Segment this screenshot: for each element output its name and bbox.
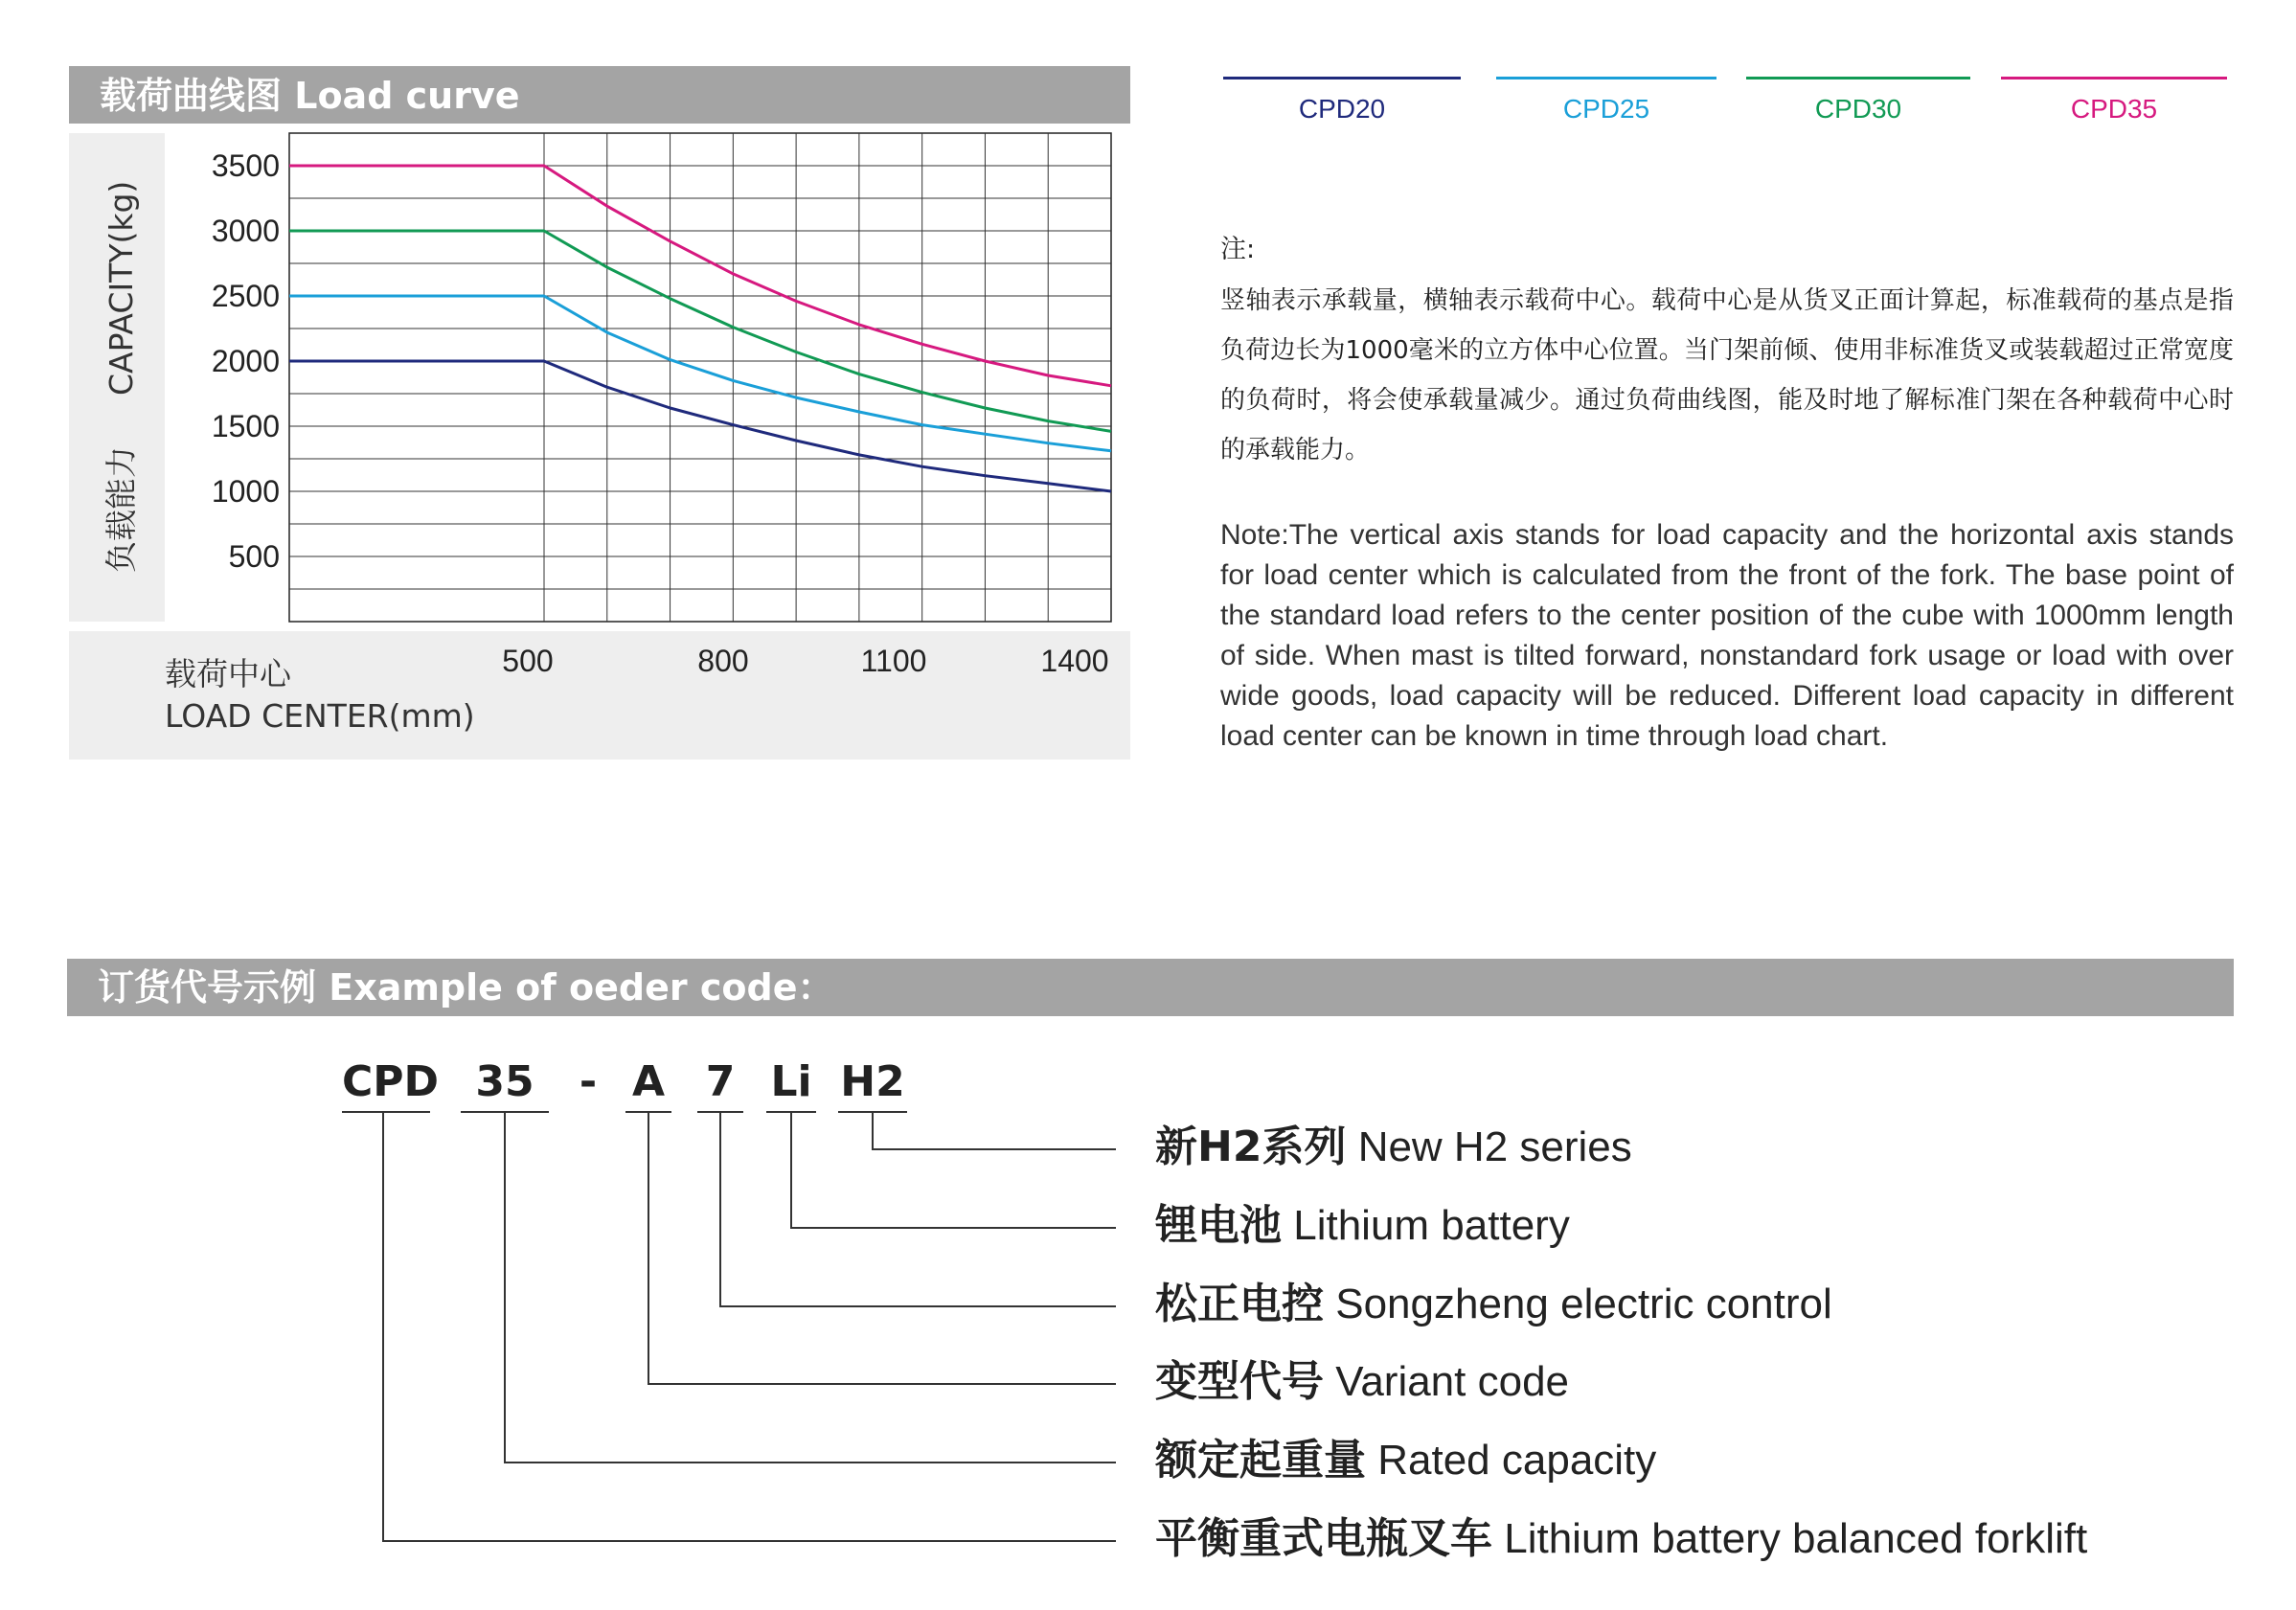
desc-variant-code <box>1155 1353 1569 1411</box>
legend-label: CPD25 <box>1562 94 1650 124</box>
code-underline <box>838 1111 907 1113</box>
note-english: Note:The vertical axis stands for load capacity and the horizontal axis stands for load center which is calculated from the front of the fork. The base point of the standard load refers to the center position of the cube with 1000mm length of side. When mast is tilted forward, nonstandard fork usage or load with over wide goods, load capacity will be reduced. Different load capacity in different load center can be known in time through load chart. <box>1220 519 2234 752</box>
y-tick-label: 500 <box>228 539 280 574</box>
desc-balanced-forklift <box>1155 1510 2087 1568</box>
desc-en: New H2 series <box>1357 1123 1632 1170</box>
x-tick-label: 1100 <box>860 644 927 678</box>
code-token-a: A <box>631 1057 666 1106</box>
code-token-h2: H2 <box>840 1057 905 1106</box>
y-tick-label: 3500 <box>211 148 280 183</box>
desc-cn: 锂电池 <box>1155 1201 1282 1250</box>
y-tick-label: 3000 <box>211 214 280 248</box>
code-token-35: 35 <box>475 1057 534 1106</box>
y-tick-label: 1500 <box>211 409 280 443</box>
legend-item-cpd25 <box>1496 77 1716 125</box>
desc-lithium-battery <box>1155 1197 1570 1255</box>
code-token-dash: - <box>579 1057 598 1106</box>
legend-swatch <box>1496 77 1716 79</box>
legend-swatch <box>1223 77 1461 79</box>
code-token-7: 7 <box>705 1057 736 1106</box>
y-tick-label: 2500 <box>211 279 280 313</box>
desc-en: Songzheng electric control <box>1335 1281 1832 1327</box>
desc-cn: 变型代号 <box>1155 1357 1324 1406</box>
legend-swatch <box>2001 77 2227 79</box>
legend-item-cpd35 <box>2001 77 2227 125</box>
plot-area <box>289 133 1111 622</box>
desc-cn: 新H2系列 <box>1155 1122 1347 1171</box>
legend-label: CPD35 <box>2070 94 2158 124</box>
desc-en: Variant code <box>1335 1358 1570 1405</box>
x-axis-panel <box>69 631 1130 760</box>
code-underline <box>342 1111 430 1113</box>
legend-swatch <box>1746 77 1970 79</box>
desc-en: Lithium battery <box>1293 1202 1570 1249</box>
y-tick-label: 2000 <box>211 344 280 378</box>
x-tick-label: 800 <box>697 644 749 678</box>
x-tick-label: 1400 <box>1040 644 1109 678</box>
desc-cn: 松正电控 <box>1155 1280 1324 1328</box>
code-underline <box>697 1111 743 1113</box>
x-axis-label-cn: 载荷中心 <box>165 655 291 692</box>
y-axis-label-en: CAPACITY(kg) <box>102 180 140 396</box>
legend-label: CPD30 <box>1814 94 1902 124</box>
note-block <box>1220 230 2234 757</box>
legend-label: CPD20 <box>1298 94 1386 124</box>
y-tick-labels <box>212 148 280 574</box>
desc-electric-control <box>1155 1276 1832 1333</box>
note-chinese: 竖轴表示承载量，横轴表示载荷中心。载荷中心是从货叉正面计算起，标准载荷的基点是指负荷边长为1000毫米的立方体中心位置。当门架前倾、使用非标准货叉或装载超过正常宽度的负荷时，将会使承载量减少。通过负荷曲线图，能及时地了解标准门架在各种载荷中心时的承载能力。 <box>1220 286 2234 465</box>
desc-en: Rated capacity <box>1377 1437 1657 1484</box>
y-tick-label: 1000 <box>211 474 280 509</box>
x-axis-label-en: LOAD CENTER(mm) <box>165 697 475 735</box>
y-axis-label-cn: 负载能力 <box>102 446 140 573</box>
code-underline <box>766 1111 816 1113</box>
chart-grid <box>289 133 1111 622</box>
desc-cn: 平衡重式电瓶叉车 <box>1155 1514 1492 1563</box>
legend-item-cpd30 <box>1746 77 1970 125</box>
desc-en: Lithium battery balanced forklift <box>1504 1515 2088 1562</box>
code-token-li: Li <box>770 1057 812 1106</box>
code-underline <box>625 1111 671 1113</box>
x-tick-label: 500 <box>502 644 554 678</box>
load-curve-header: 载荷曲线图 Load curve <box>69 66 1130 124</box>
desc-new-h2-series <box>1155 1119 1632 1176</box>
desc-cn: 额定起重量 <box>1155 1436 1366 1485</box>
order-code-header: 订货代号示例 Example of oeder code： <box>67 959 2234 1016</box>
legend-item-cpd20 <box>1223 77 1461 125</box>
code-token-cpd: CPD <box>342 1057 440 1106</box>
desc-rated-capacity <box>1155 1432 1656 1489</box>
note-cn-title: 注: <box>1220 235 1256 264</box>
code-underline <box>461 1111 549 1113</box>
